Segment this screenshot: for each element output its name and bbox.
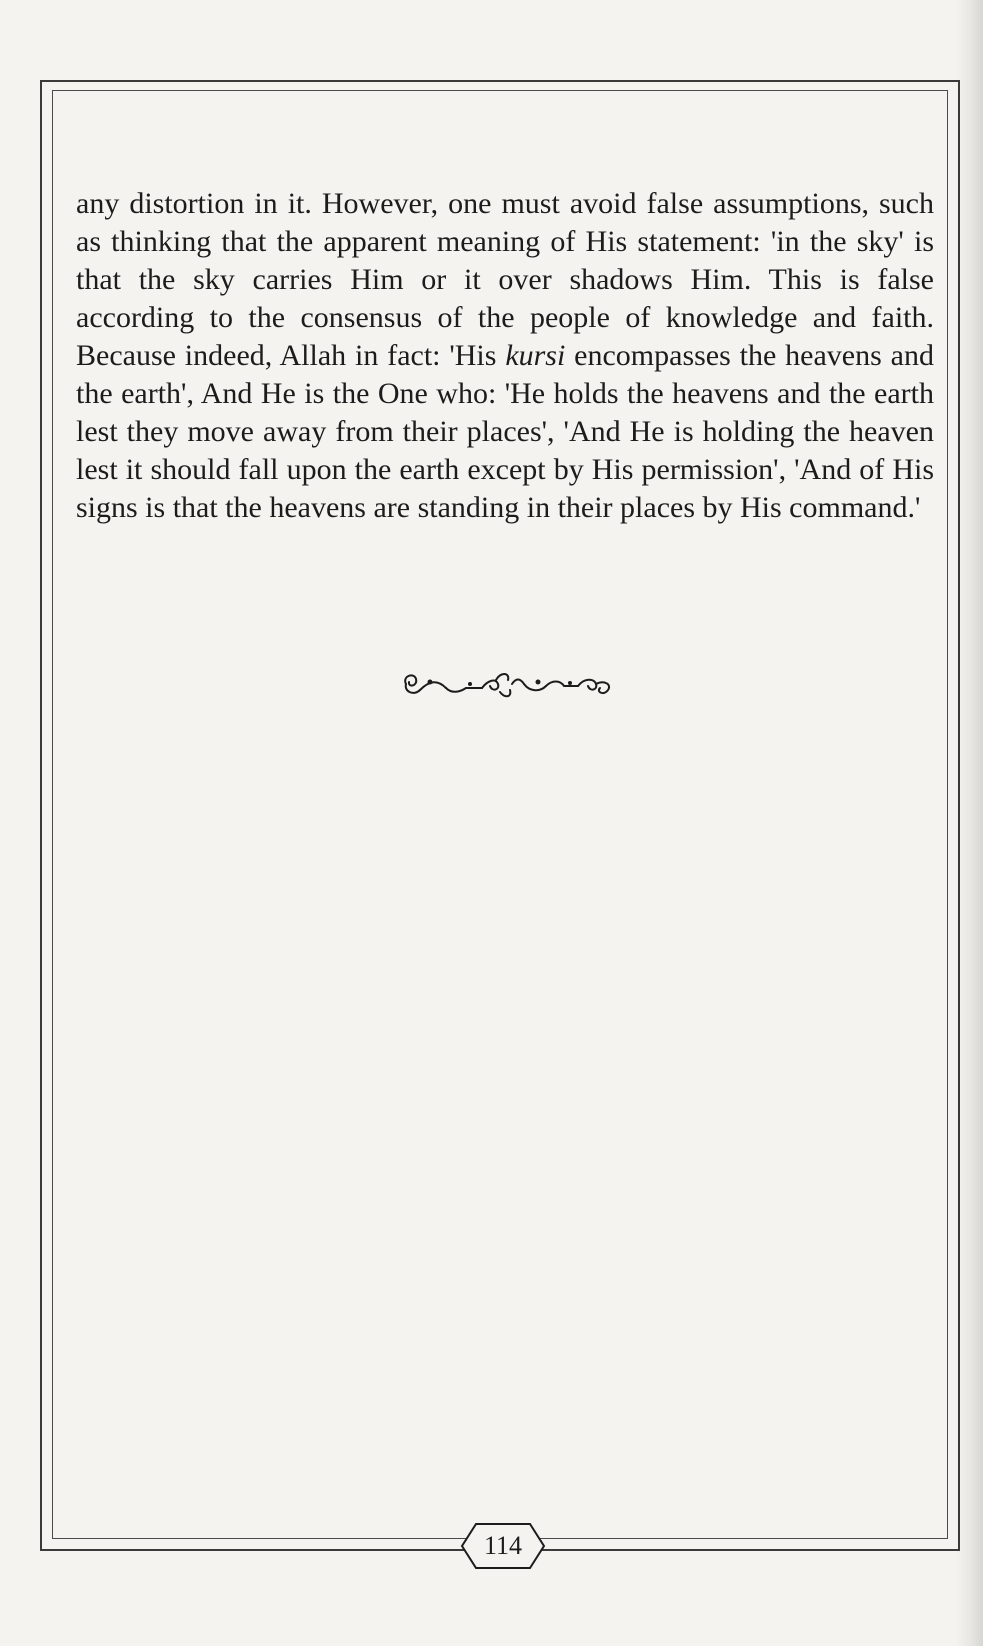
- page-number-badge: [460, 1520, 546, 1572]
- paragraph-text-start: any distortion in it. However, one must avoid false assumptions, such as thinking that the apparent meaning of His statement: 'in the sky' is that the sky carries Him or it over shadows Him. This is false according to the consensus of the people of knowledge and faith. Because indeed, Allah in fact: 'His: [76, 187, 934, 372]
- italic-term-kursi: kursi: [505, 339, 566, 372]
- paragraph-text-end: encompasses the heavens and the earth', And He is the One who: 'He holds the heavens and the earth lest they move away from their places', 'And He is holding the heaven lest it should fall upon the earth except by His permission', 'And of His signs is that the heavens are standing in their places by His command.': [76, 339, 934, 524]
- body-paragraph: [76, 185, 934, 527]
- page-number: 114: [483, 1531, 523, 1560]
- decorative-scroll-divider-icon: [400, 666, 615, 702]
